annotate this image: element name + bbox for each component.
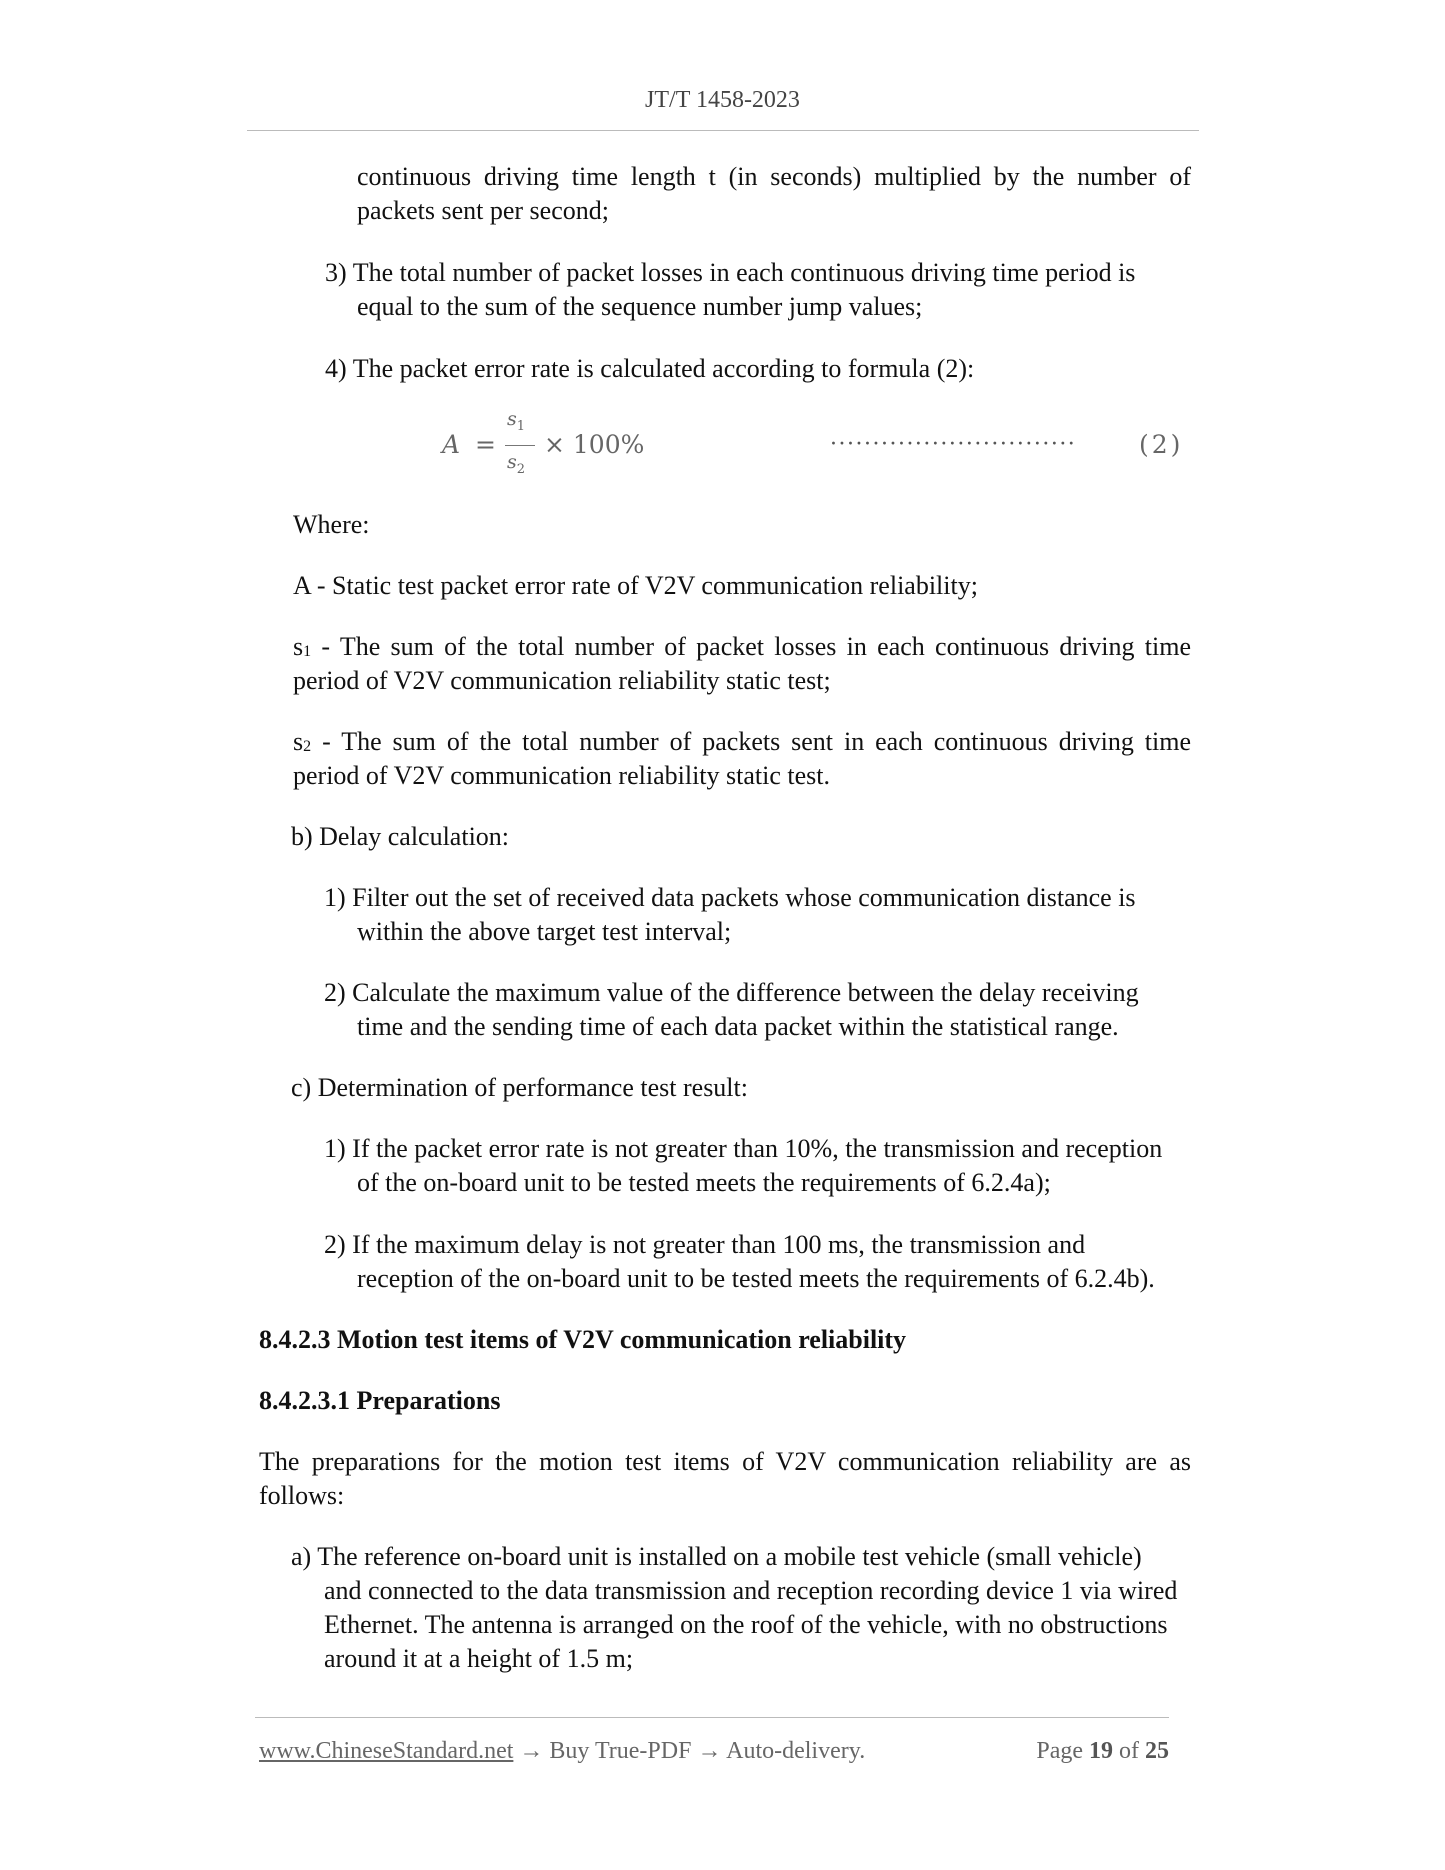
footer-page-number: 19 (1089, 1738, 1113, 1764)
list-item-b1-text-line1: Filter out the set of received data packets whose communication distance is (352, 883, 1136, 912)
footer-divider (255, 1717, 1169, 1718)
list-item-a-line1 (291, 1540, 1191, 1574)
formula-equals: = (475, 430, 496, 459)
formula-fraction-bar (505, 445, 535, 446)
definition-s1-text-line1: - The sum of the total number of packet losses in each continuous driving time (311, 632, 1191, 661)
formula-numerator (507, 408, 526, 434)
formula-times-100-percent: × 100% (544, 430, 645, 459)
list-item-4 (325, 352, 1191, 386)
footer-page-label: Page (1036, 1738, 1083, 1764)
preparations-line1: The preparations for the motion test items of V2V communication reliability are as (259, 1447, 1191, 1476)
list-item-a-text-line1: The reference on-board unit is installed on a mobile test vehicle (small vehicle) (317, 1542, 1142, 1571)
list-item-a-text-line2: and connected to the data transmission and reception recording device 1 via wired (324, 1576, 1178, 1605)
list-item-b1-line1 (324, 881, 1191, 915)
formula-number: (2) (1139, 430, 1184, 459)
list-item-a-text-line4: around it at a height of 1.5 m; (324, 1644, 634, 1673)
formula-leader-dots: ····························· (830, 432, 1077, 457)
definition-s2-index: 2 (303, 738, 312, 755)
list-item-4-marker: 4) (325, 354, 347, 383)
list-item-a-marker: a) (291, 1542, 312, 1571)
list-item-c1-text-line1: If the packet error rate is not greater than 10%, the transmission and reception (352, 1134, 1163, 1163)
formula-denominator-var: s (507, 451, 517, 473)
footer-promo-text: → Buy True-PDF → Auto-delivery. (513, 1738, 866, 1764)
list-item-b1-text-line2: within the above target test interval; (357, 917, 732, 946)
section-heading-8-4-2-3: 8.4.2.3 Motion test items of V2V communication reliability (259, 1325, 907, 1354)
footer-promo (259, 1737, 865, 1765)
footer-page-indicator (1036, 1737, 1169, 1765)
list-item-3-line1 (325, 256, 1191, 290)
formula-numerator-index: 1 (516, 419, 526, 434)
list-item-3-text-line1: The total number of packet losses in each continuous driving time period is (352, 258, 1136, 287)
definition-s1-index: 1 (303, 643, 312, 660)
formula-denominator-index: 2 (516, 462, 526, 477)
definition-a: A - Static test packet error rate of V2V communication reliability; (293, 571, 978, 600)
footer-site-link[interactable]: www.ChineseStandard.net (259, 1738, 514, 1764)
header-divider (247, 130, 1199, 131)
where-label: Where: (293, 510, 370, 539)
list-item-b2-line1 (324, 976, 1191, 1010)
section-heading-8-4-2-3-1: 8.4.2.3.1 Preparations (259, 1386, 501, 1415)
paragraph-continuation-line2: packets sent per second; (357, 196, 609, 225)
definition-s2-text-line1: - The sum of the total number of packets sent in each continuous driving time (311, 727, 1191, 756)
definition-s2-var: s (293, 727, 304, 756)
list-item-b2-text-line2: time and the sending time of each data packet within the statistical range. (357, 1012, 1119, 1041)
preparations-line2: follows: (259, 1481, 345, 1510)
list-item-b: b) Delay calculation: (291, 822, 510, 851)
list-item-c1-marker: 1) (324, 1134, 346, 1163)
list-item-3-text-line2: equal to the sum of the sequence number jump values; (357, 292, 923, 321)
footer-page-total: 25 (1145, 1738, 1169, 1764)
document-header-title: JT/T 1458-2023 (645, 87, 800, 113)
list-item-b1-marker: 1) (324, 883, 346, 912)
list-item-b2-marker: 2) (324, 978, 346, 1007)
list-item-c2-text-line2: reception of the on-board unit to be tested meets the requirements of 6.2.4b). (357, 1264, 1155, 1293)
list-item-3-marker: 3) (325, 258, 347, 287)
list-item-c: c) Determination of performance test result: (291, 1073, 748, 1102)
list-item-c2-line1 (324, 1228, 1191, 1262)
footer-of-label: of (1119, 1738, 1139, 1764)
list-item-a-text-line3: Ethernet. The antenna is arranged on the roof of the vehicle, with no obstructions (324, 1610, 1168, 1639)
list-item-c1-line1 (324, 1132, 1191, 1166)
formula-denominator (507, 451, 526, 477)
list-item-4-text: The packet error rate is calculated according to formula (2): (352, 354, 975, 383)
paragraph-continuation-line1: continuous driving time length t (in seconds) multiplied by the number of (357, 162, 1191, 191)
definition-s1-line2: period of V2V communication reliability static test; (293, 666, 831, 695)
list-item-c2-text-line1: If the maximum delay is not greater than 100 ms, the transmission and (352, 1230, 1086, 1259)
definition-s1-var: s (293, 632, 304, 661)
list-item-c2-marker: 2) (324, 1230, 346, 1259)
list-item-c1-text-line2: of the on-board unit to be tested meets the requirements of 6.2.4a); (357, 1168, 1051, 1197)
formula-lhs-a: A (442, 430, 461, 459)
list-item-b2-text-line1: Calculate the maximum value of the difference between the delay receiving (352, 978, 1139, 1007)
formula-numerator-var: s (507, 408, 517, 430)
formula-2 (437, 408, 1197, 482)
definition-s2-line2: period of V2V communication reliability static test. (293, 761, 830, 790)
